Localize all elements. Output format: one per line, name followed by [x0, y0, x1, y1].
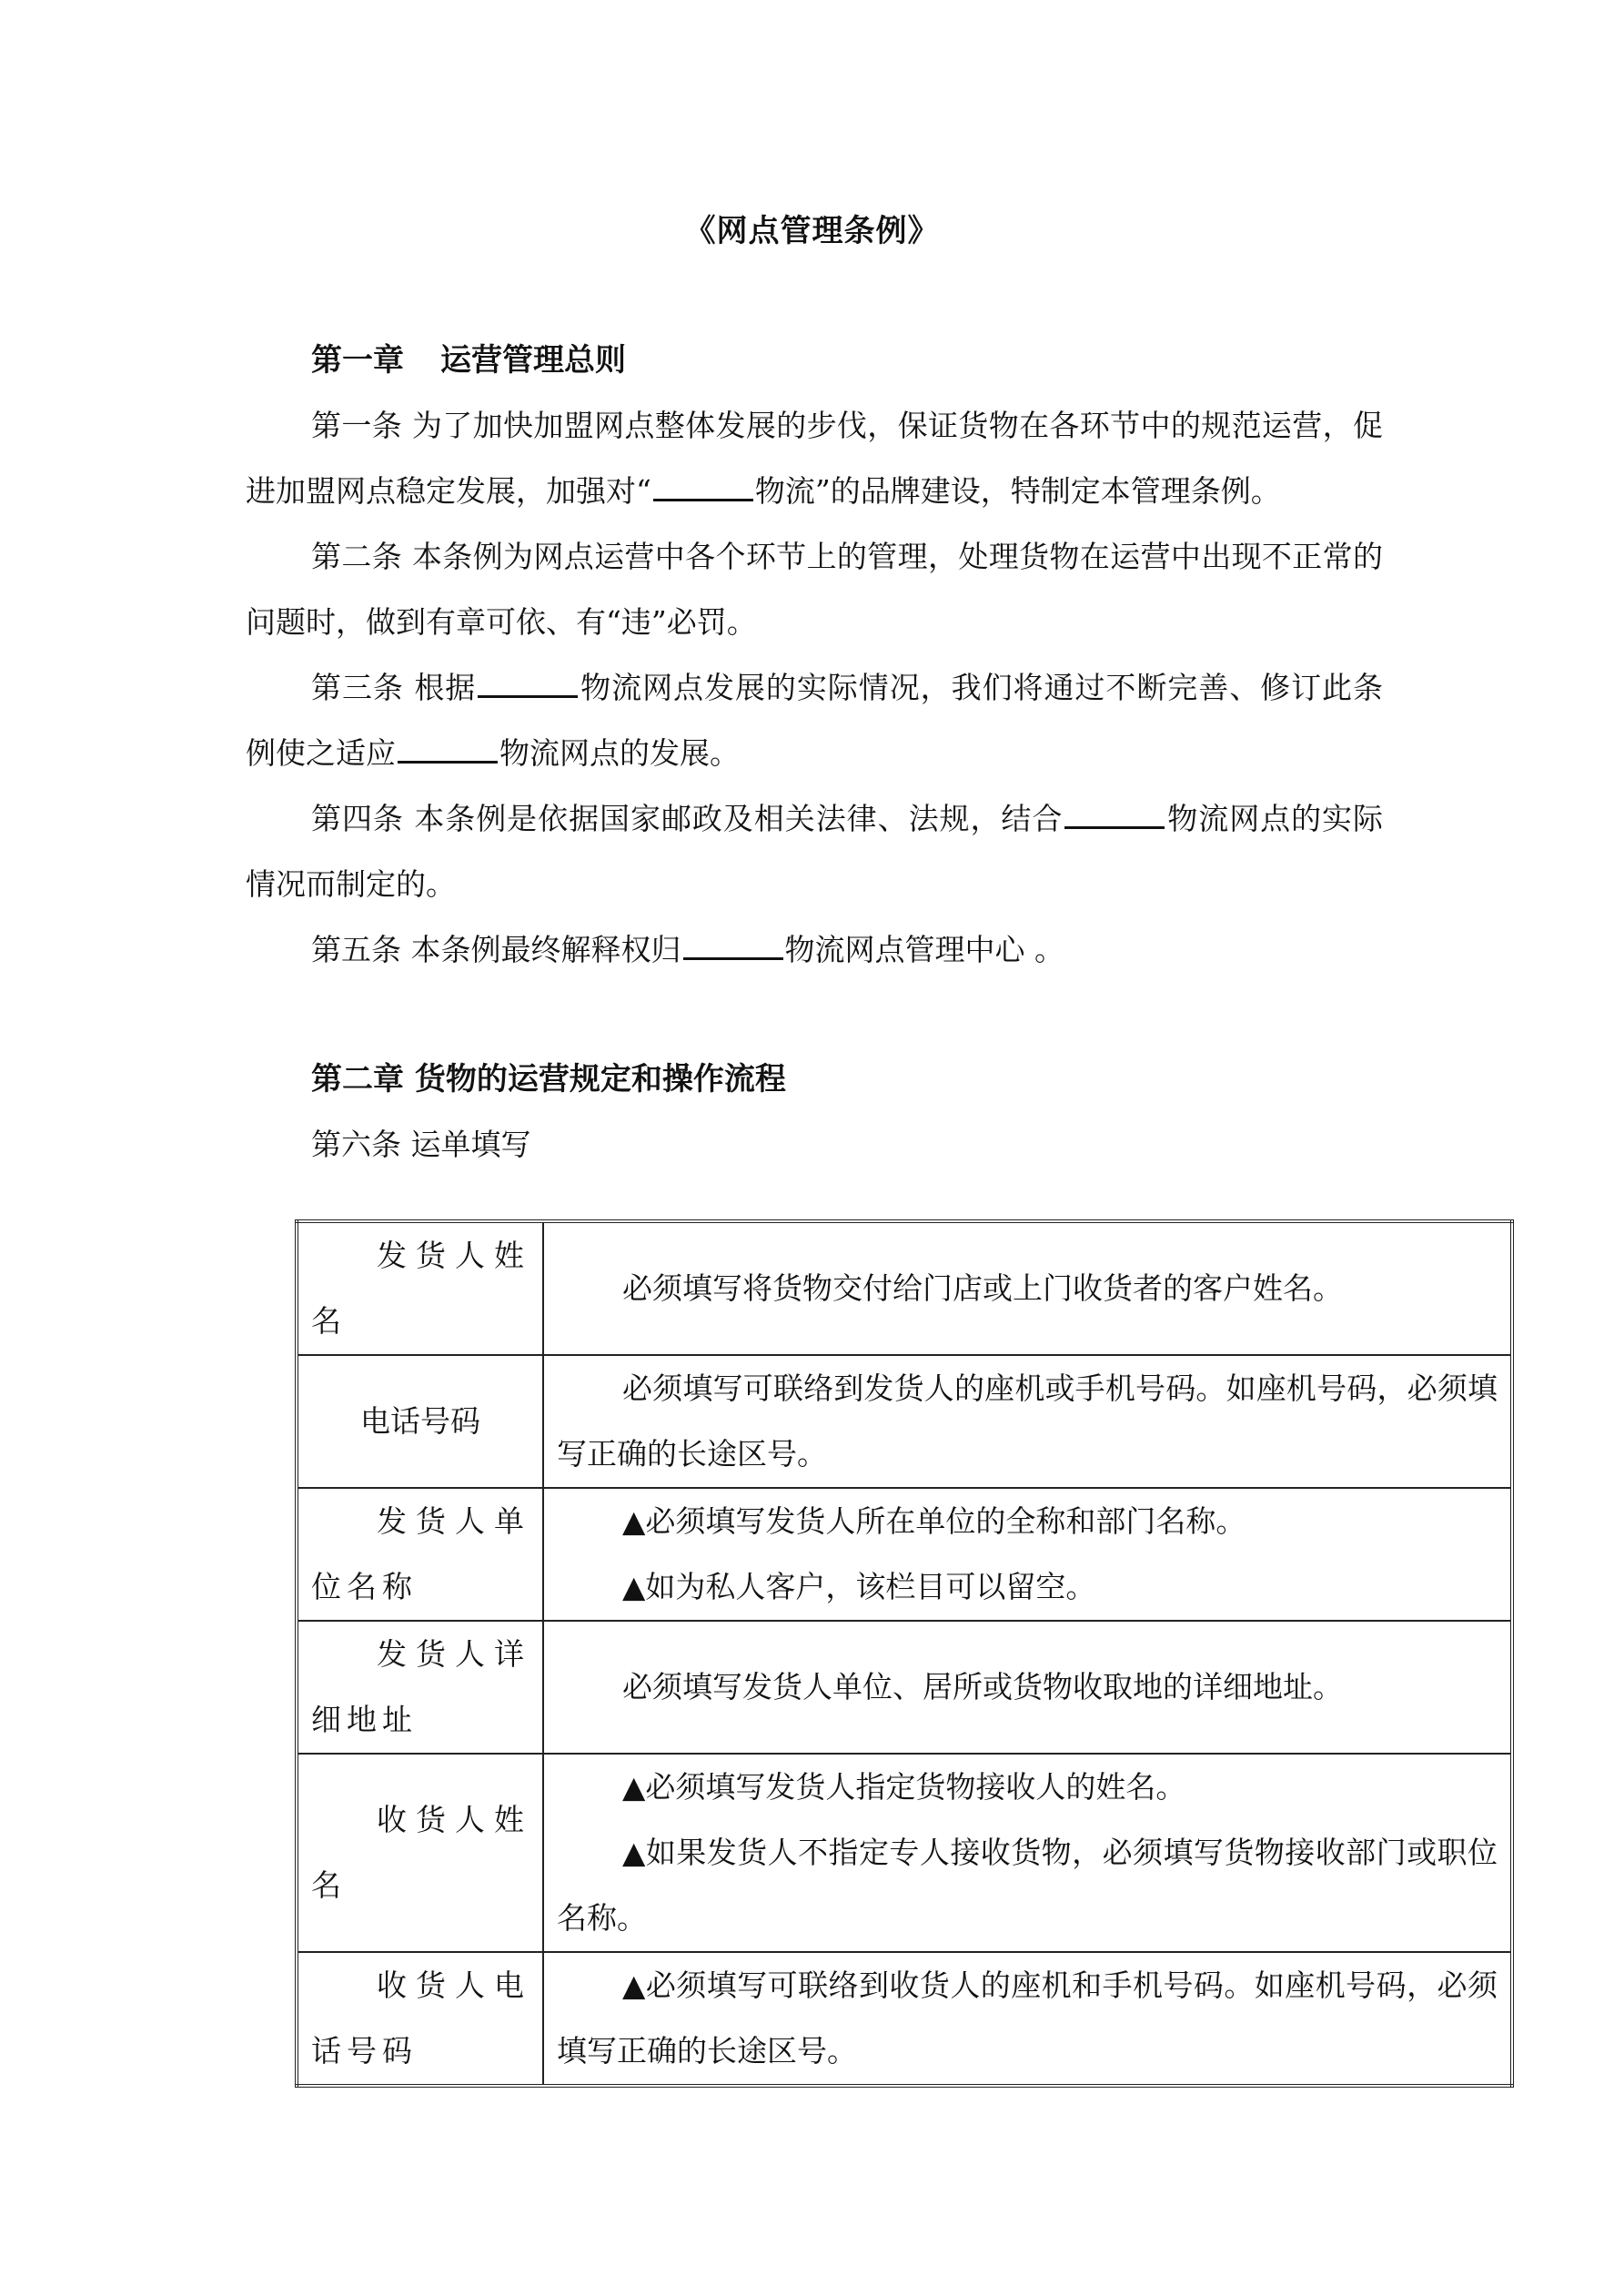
table-row — [297, 1621, 1512, 1754]
article-4-label: 第四条 — [311, 801, 404, 836]
field-label-cell — [297, 1488, 543, 1621]
document-body — [246, 328, 1383, 1178]
document-title: 《网点管理条例》 — [684, 213, 940, 249]
blank-line — [478, 672, 578, 698]
field-description-line: 必须填写可联络到发货人的座机或手机号码。如座机号码，必须填写正确的长途区号。 — [557, 1371, 1498, 1472]
article-1-label: 第一条 — [311, 408, 403, 443]
chapter-1-title: 运营管理总则 — [440, 342, 626, 379]
field-description-cell — [543, 1221, 1512, 1355]
article-5 — [246, 917, 1383, 983]
article-3 — [246, 655, 1383, 786]
field-label-cell — [297, 1221, 543, 1355]
field-description-line: ▲必须填写发货人指定货物接收人的姓名。 — [622, 1769, 1186, 1805]
article-3-label: 第三条 — [311, 670, 404, 705]
table-row — [297, 1754, 1512, 1952]
article-2 — [246, 524, 1383, 655]
field-description-line: 必须填写发货人单位、居所或货物收取地的详细地址。 — [622, 1669, 1343, 1704]
article-4-text-after: 物流网点的实际情况而制定的。 — [246, 801, 1383, 902]
chapter-2-label: 第二章 — [311, 1061, 404, 1097]
field-description-cell — [543, 1621, 1512, 1754]
field-description-line: ▲如为私人客户，该栏目可以留空。 — [622, 1569, 1096, 1604]
article-2-label: 第二条 — [311, 539, 403, 574]
article-1-text-after: 物流”的品牌建设，特制定本管理条例。 — [754, 473, 1281, 509]
field-label: 发货人单位名称 — [311, 1503, 530, 1604]
blank-line — [398, 737, 498, 764]
article-4-text-before: 本条例是依据国家邮政及相关法律、法规，结合 — [414, 801, 1064, 836]
article-5-text-after: 物流网点管理中心 。 — [784, 932, 1064, 967]
article-6 — [246, 1112, 1383, 1178]
field-description-line: ▲必须填写发货人所在单位的全称和部门名称。 — [622, 1503, 1246, 1539]
table-row — [297, 1221, 1512, 1355]
table-row — [297, 1355, 1512, 1488]
field-label: 收货人电话号码 — [311, 1967, 530, 2068]
field-label-cell — [297, 1754, 543, 1952]
field-label-cell — [297, 1355, 543, 1488]
field-description-line: ▲必须填写可联络到收货人的座机和手机号码。如座机号码，必须填写正确的长途区号。 — [557, 1967, 1498, 2068]
waybill-field-table — [295, 1219, 1514, 2088]
field-label-cell — [297, 1621, 543, 1754]
field-description-cell — [543, 1754, 1512, 1952]
blank-line — [1064, 803, 1165, 829]
field-description-cell — [543, 1488, 1512, 1621]
section-spacer — [246, 983, 1383, 1047]
article-6-text: 运单填写 — [410, 1127, 531, 1162]
article-5-text-before: 本条例最终解释权归 — [410, 932, 681, 967]
article-1 — [246, 393, 1383, 524]
article-2-text: 本条例为网点运营中各个环节上的管理，处理货物在运营中出现不正常的问题时，做到有章可依、有“违”必罚。 — [246, 539, 1384, 640]
field-description-line: ▲如果发货人不指定专人接收货物，必须填写货物接收部门或职位名称。 — [557, 1835, 1498, 1936]
article-3-text-middle: 物流网点发展的实际情况，我们将通过不断完善、修订此条例使之适应 — [246, 670, 1383, 771]
field-label: 发货人详细地址 — [311, 1636, 530, 1737]
chapter-2-heading — [246, 1047, 1383, 1112]
field-description-line: 必须填写将货物交付给门店或上门收货者的客户姓名。 — [622, 1270, 1343, 1306]
blank-line — [653, 475, 753, 501]
field-description-cell — [543, 1355, 1512, 1488]
article-4 — [246, 786, 1383, 917]
chapter-1-heading — [246, 328, 1383, 393]
field-label-cell — [297, 1952, 543, 2086]
chapter-1-label: 第一章 — [311, 342, 404, 379]
field-label: 电话号码 — [360, 1403, 480, 1439]
blank-line — [683, 934, 783, 960]
table-row — [297, 1488, 1512, 1621]
chapter-2-title: 货物的运营规定和操作流程 — [414, 1061, 786, 1097]
field-description-cell — [543, 1952, 1512, 2086]
article-3-text-after: 物流网点的发展。 — [499, 735, 740, 771]
field-label: 发货人姓名 — [311, 1238, 530, 1339]
table-row — [297, 1952, 1512, 2086]
article-5-label: 第五条 — [311, 932, 401, 967]
article-6-label: 第六条 — [311, 1127, 401, 1162]
article-1-text-before: 为了加快加盟网点整体发展的步伐，保证货物在各环节中的规范运营，促进加盟网点稳定发展，加强对“ — [246, 408, 1384, 509]
article-3-text-before: 根据 — [414, 670, 477, 705]
field-label: 收货人姓名 — [311, 1802, 530, 1903]
